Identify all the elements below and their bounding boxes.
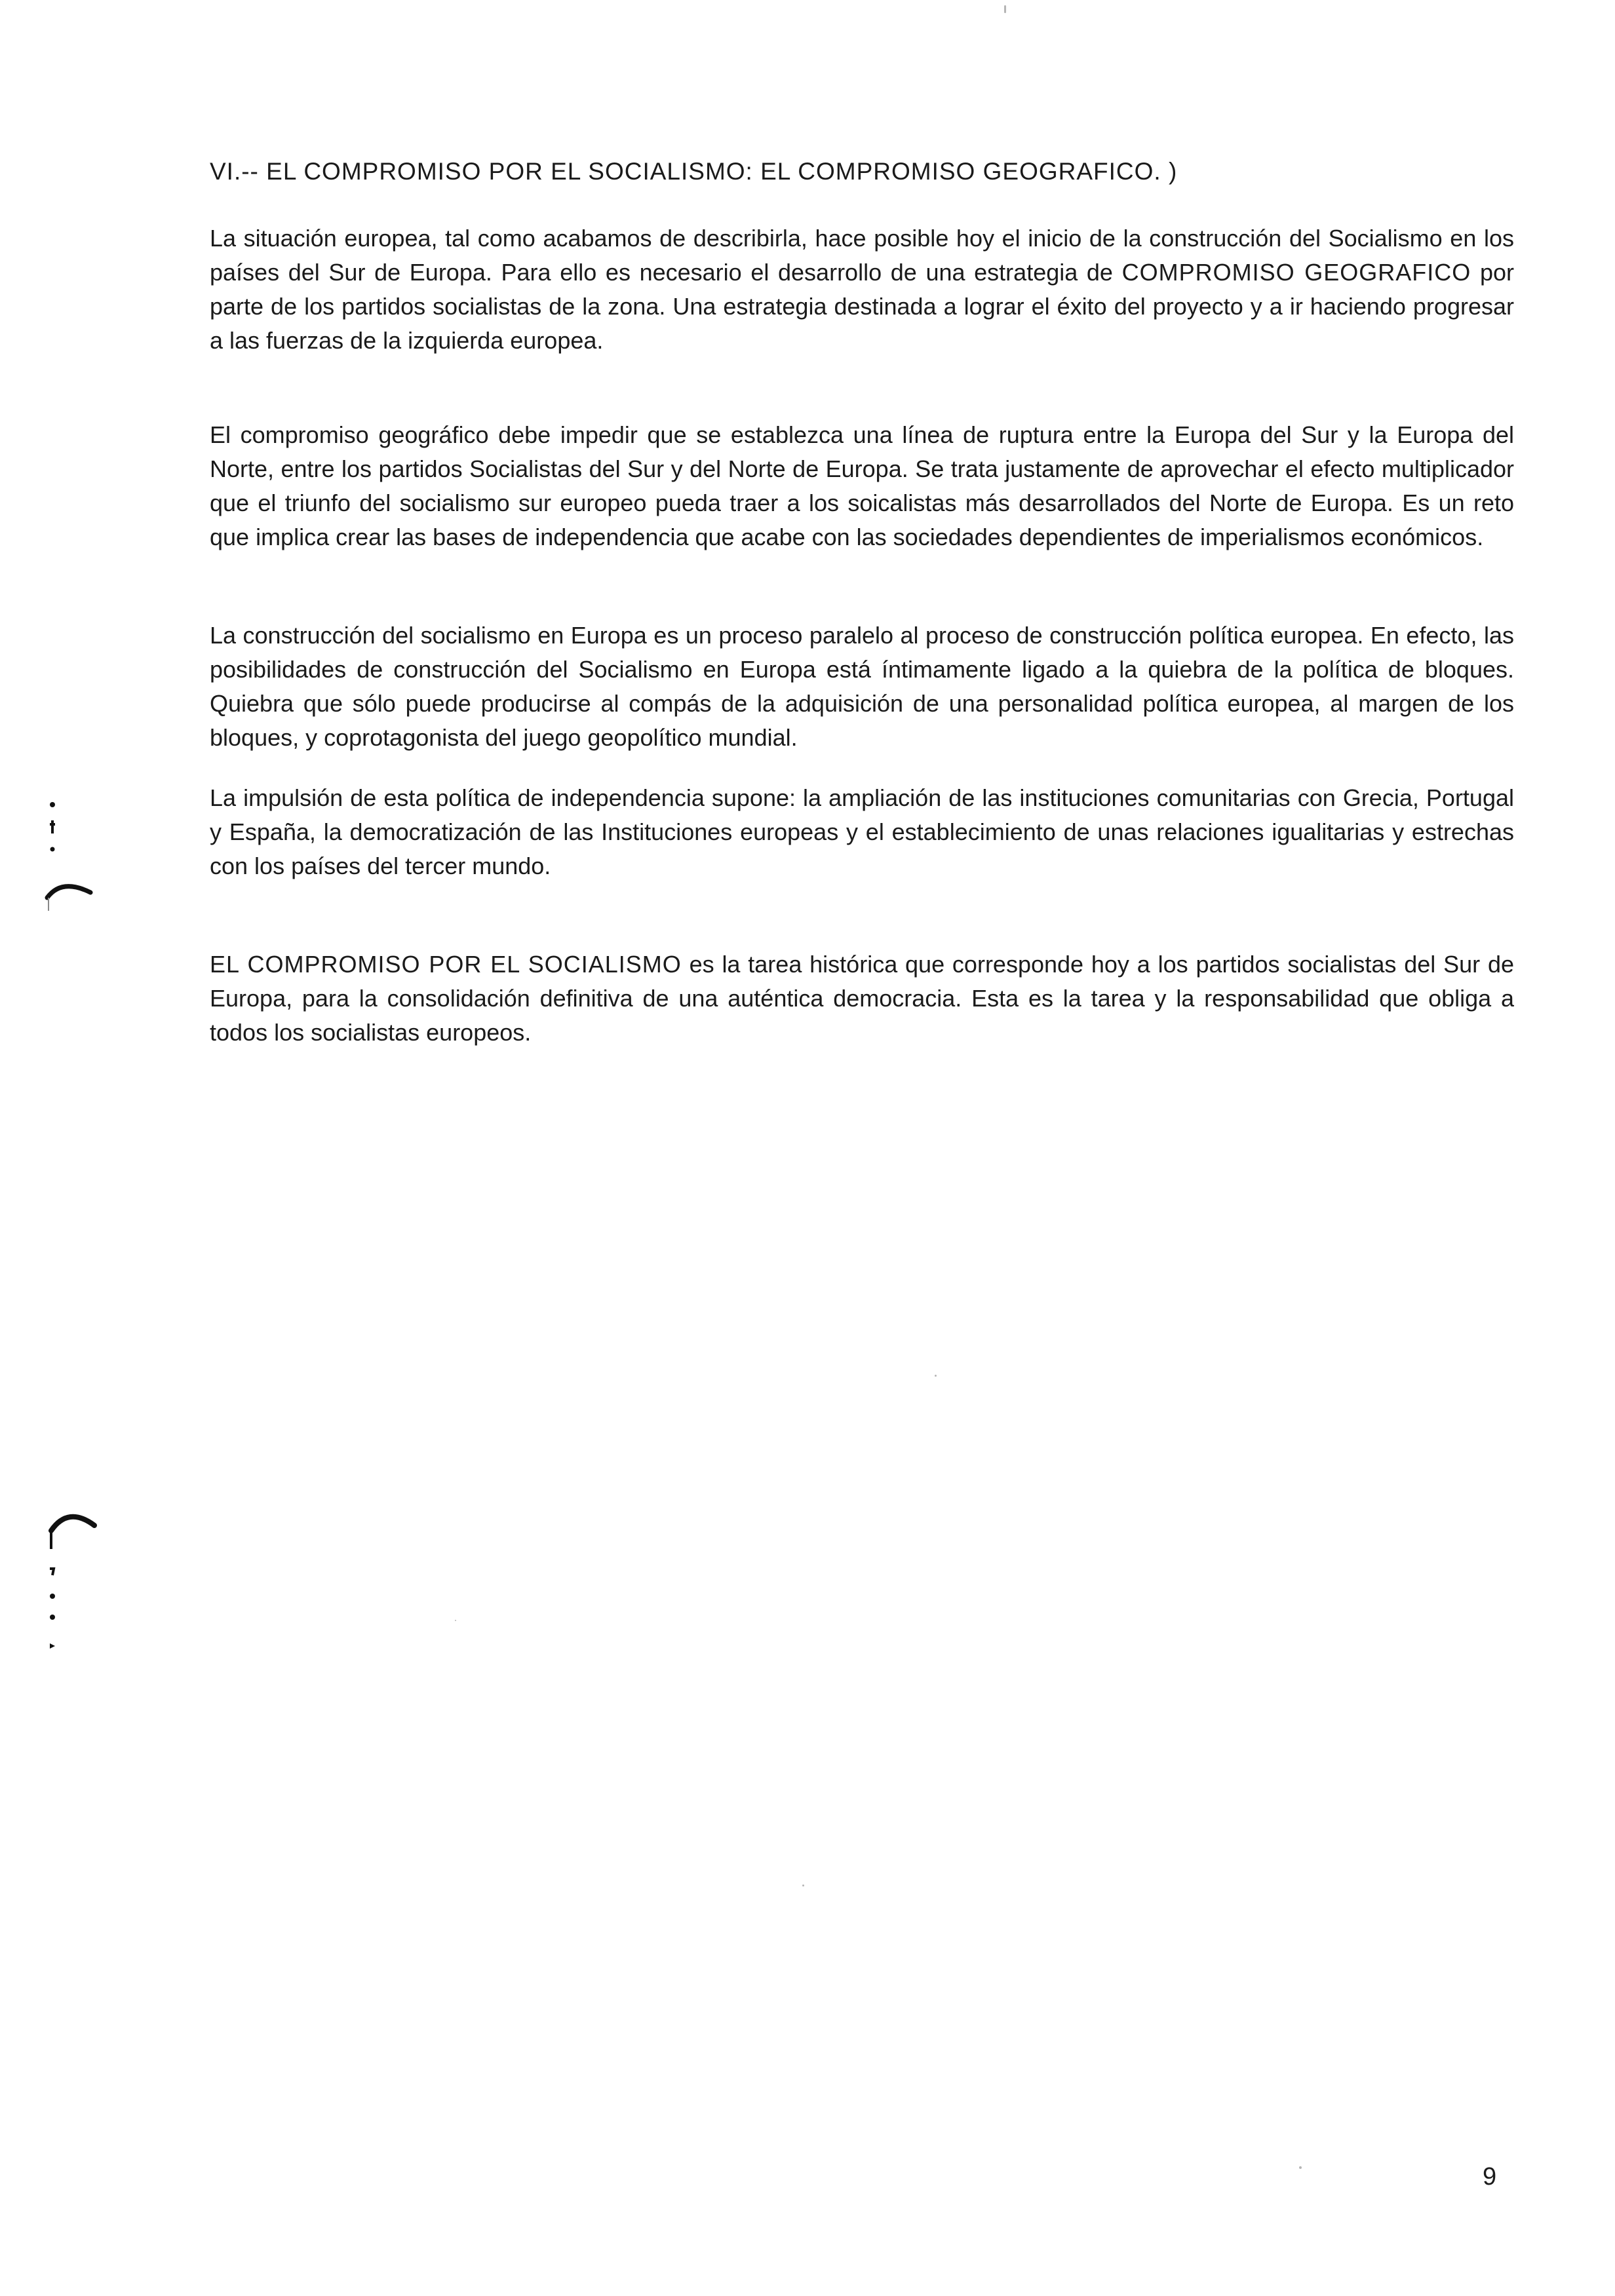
scan-speck <box>1299 2166 1302 2169</box>
binding-marks-bottom <box>39 1501 105 1671</box>
section-heading: VI.-- EL COMPROMISO POR EL SOCIALISMO: EL COMPROMISO GEOGRAFICO. ) <box>210 158 1178 185</box>
paragraph-5-emphasis: EL COMPROMISO POR EL SOCIALISMO <box>210 951 682 978</box>
scan-speck <box>455 1620 456 1621</box>
paragraph-1-text-b: por parte de los partidos socialistas de la zona. Una estrategia destinada a lograr el éxito del proyecto y a ir haciendo progresar a las fuerzas de la izquierda europea. <box>210 259 1514 354</box>
binding-dot <box>50 1594 55 1599</box>
binding-marks-top <box>39 780 105 924</box>
paragraph-2-text: El compromiso geográfico debe impedir que se establezca una línea de ruptura entre la Europa del Sur y la Europa del Norte, entre los partidos Socialistas del Sur y del Norte de Europa. Se trata justamente de aprovechar el efecto multiplicador que el triunfo del socialismo sur europeo pueda traer a los soicalistas más desarrollados del Norte de Europa. Es un reto que implica crear las bases de independencia que acabe con las sociedades dependientes de imperialismos económicos. <box>210 421 1514 550</box>
paragraph-4 <box>210 781 1514 883</box>
binding-dot <box>50 847 55 852</box>
paragraph-1 <box>210 221 1514 358</box>
binding-tick <box>50 1643 55 1649</box>
scan-speck <box>1004 5 1006 13</box>
paragraph-1-emphasis: COMPROMISO GEOGRAFICO <box>1121 259 1471 286</box>
binding-dot <box>50 802 55 807</box>
document-body <box>210 156 1514 1050</box>
paragraph-3-text: La construcción del socialismo en Europa es un proceso paralelo al proceso de construcción política europea. En efecto, las posibilidades de construcción del Socialismo en Europa está íntimamente ligado a la quiebra de la política de bloques. Quiebra que sólo puede producirse al compás de la adquisición de una personalidad política europea, al margen de los bloques, y coprotagonista del juego geopolítico mundial. <box>210 622 1514 751</box>
paragraph-4-text: La impulsión de esta política de independencia supone: la ampliación de las instituciones comunitarias con Grecia, Portugal y España, la democratización de las Instituciones europeas y el establecimiento de unas relaciones igualitarias y estrechas con los países del tercer mundo. <box>210 784 1514 879</box>
binding-dot <box>50 1615 55 1620</box>
scan-speck <box>802 1885 804 1886</box>
paragraph-1-text-a: La situación europea, tal como acabamos de describirla, hace posible hoy el inicio de la construcción del Socialismo en los países del Sur de Europa. Para ello es necesario el desarrollo de una estrategia de <box>210 225 1514 286</box>
paragraph-5-text: es la tarea histórica que corresponde hoy a los partidos socialistas del Sur de Europa, para la consolidación definitiva de una auténtica democracia. Esta es la tarea y la responsabilidad que obliga a todos los socialistas europeos. <box>210 951 1514 1046</box>
paragraph-2 <box>210 418 1514 554</box>
scan-speck <box>935 1375 937 1377</box>
binding-arc <box>47 887 90 898</box>
binding-tick <box>50 1569 54 1575</box>
binding-tick <box>50 820 55 833</box>
page-number: 9 <box>1483 2163 1497 2191</box>
paragraph-5 <box>210 947 1514 1050</box>
paragraph-3 <box>210 619 1514 755</box>
binding-arc <box>51 1517 94 1531</box>
